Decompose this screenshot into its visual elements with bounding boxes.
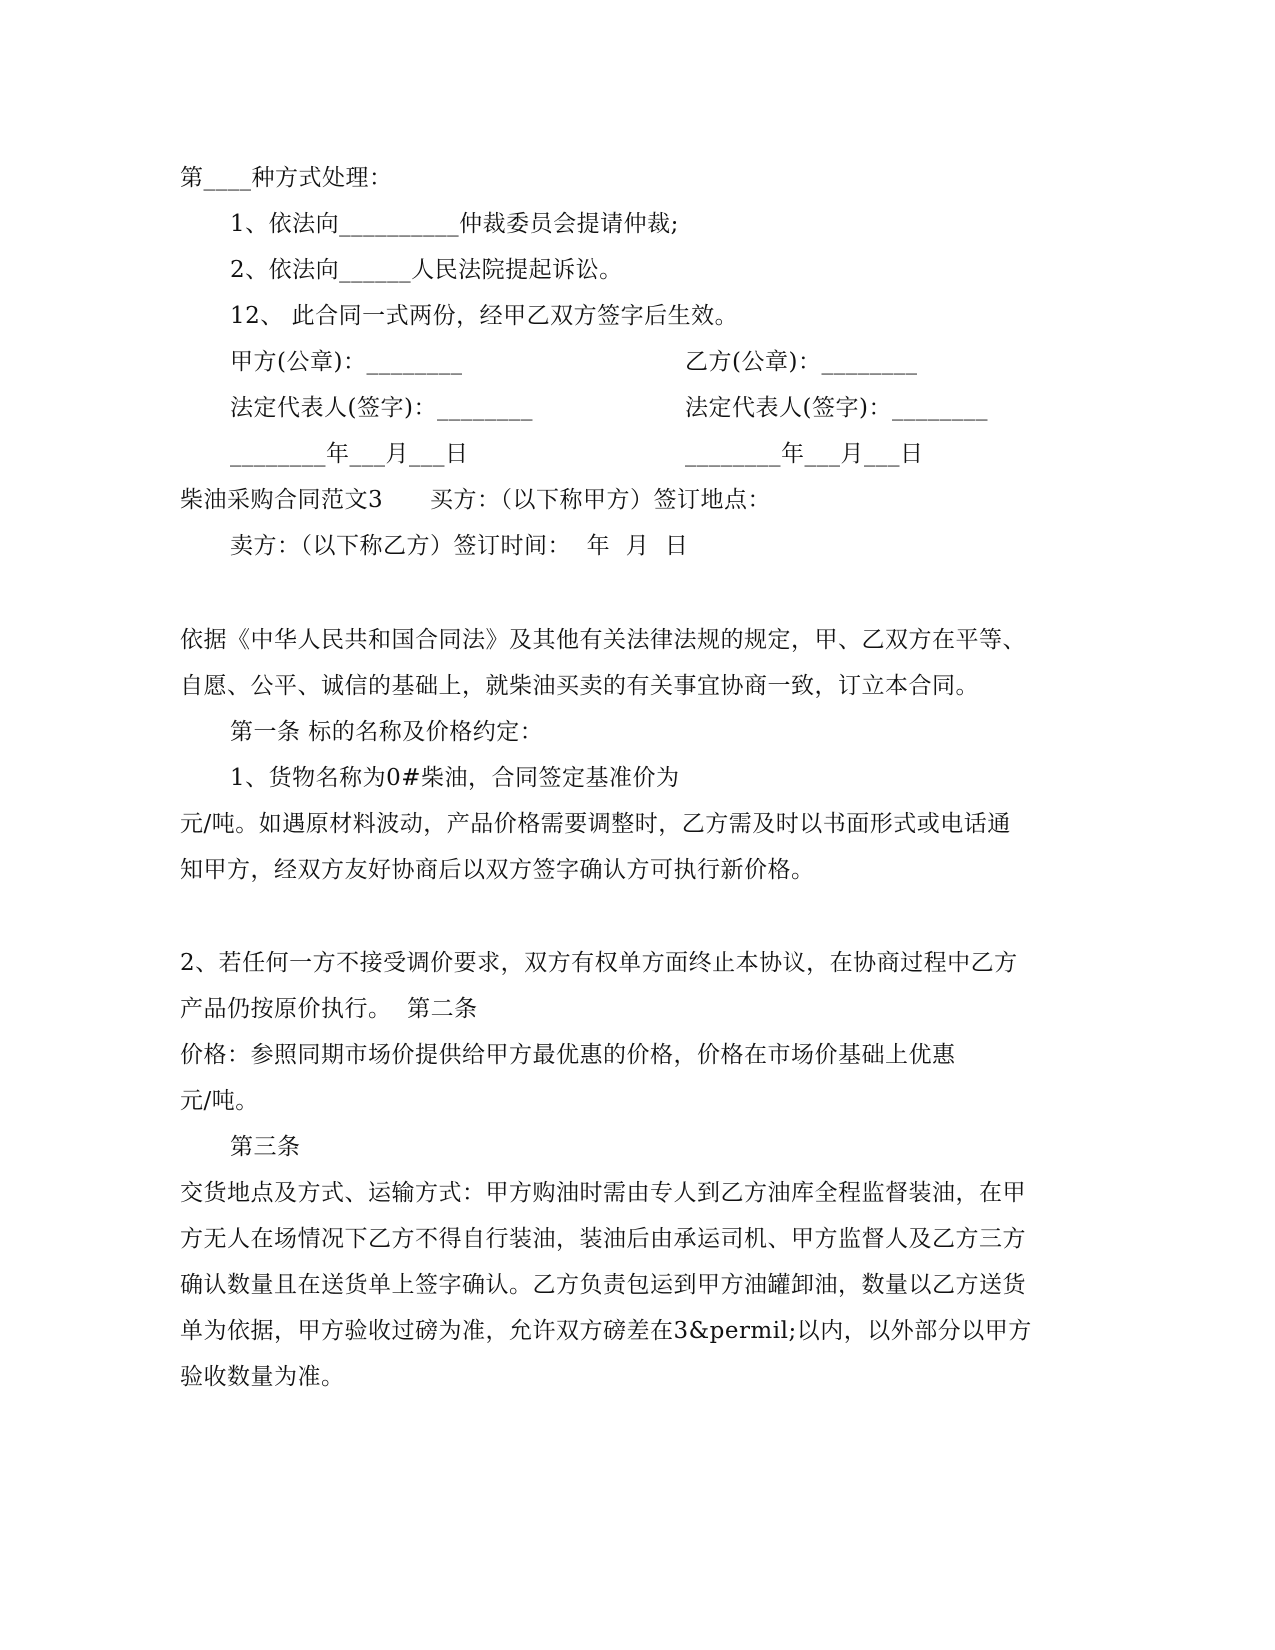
article-heading: 第三条 [230,1134,301,1160]
party-a-seal: 甲方(公章)：________ [230,349,463,375]
text-line: 1、货物名称为0#柴油，合同签定基准价为 [230,765,680,791]
text-line: 2、依法向______人民法院提起诉讼。 [230,257,623,283]
party-b-date: ________年___月___日 [685,441,924,467]
text-line: 方无人在场情况下乙方不得自行装油，装油后由承运司机、甲方监督人及乙方三方 [180,1226,1026,1252]
text-line: 交货地点及方式、运输方式：甲方购油时需由专人到乙方油库全程监督装油，在甲 [180,1180,1026,1206]
text-line: 卖方：（以下称乙方）签订时间： 年 月 日 [230,533,689,559]
text-line: 自愿、公平、诚信的基础上，就柴油买卖的有关事宜协商一致，订立本合同。 [180,673,979,699]
party-a-date: ________年___月___日 [230,441,469,467]
text-line: 12、 此合同一式两份，经甲乙双方签字后生效。 [230,303,739,329]
party-b-seal: 乙方(公章)：________ [685,349,918,375]
article-heading: 第一条 标的名称及价格约定： [230,719,544,745]
text-line: 验收数量为准。 [180,1364,345,1390]
text-line: 产品仍按原价执行。 第二条 [180,996,478,1022]
contract-title-line: 柴油采购合同范文3 买方：（以下称甲方）签订地点： [180,487,771,513]
text-line: 依据《中华人民共和国合同法》及其他有关法律法规的规定，甲、乙双方在平等、 [180,627,1026,653]
party-b-representative: 法定代表人(签字)：________ [685,395,988,421]
text-line: 知甲方，经双方友好协商后以双方签字确认方可执行新价格。 [180,857,815,883]
text-line: 第____种方式处理： [180,165,393,191]
text-line: 元/吨。如遇原材料波动，产品价格需要调整时，乙方需及时以书面形式或电话通 [180,811,1011,837]
text-line: 价格：参照同期市场价提供给甲方最优惠的价格，价格在市场价基础上优惠 [180,1042,956,1068]
text-line: 单为依据，甲方验收过磅为准，允许双方磅差在3&permil;以内，以外部分以甲方 [180,1318,1032,1344]
text-line: 元/吨。 [180,1088,259,1114]
text-line: 2、若任何一方不接受调价要求，双方有权单方面终止本协议，在协商过程中乙方 [180,950,1018,976]
text-line: 确认数量且在送货单上签字确认。乙方负责包运到甲方油罐卸油，数量以乙方送货 [180,1272,1026,1298]
text-line: 1、依法向__________仲裁委员会提请仲裁; [230,211,679,237]
party-a-representative: 法定代表人(签字)：________ [230,395,533,421]
